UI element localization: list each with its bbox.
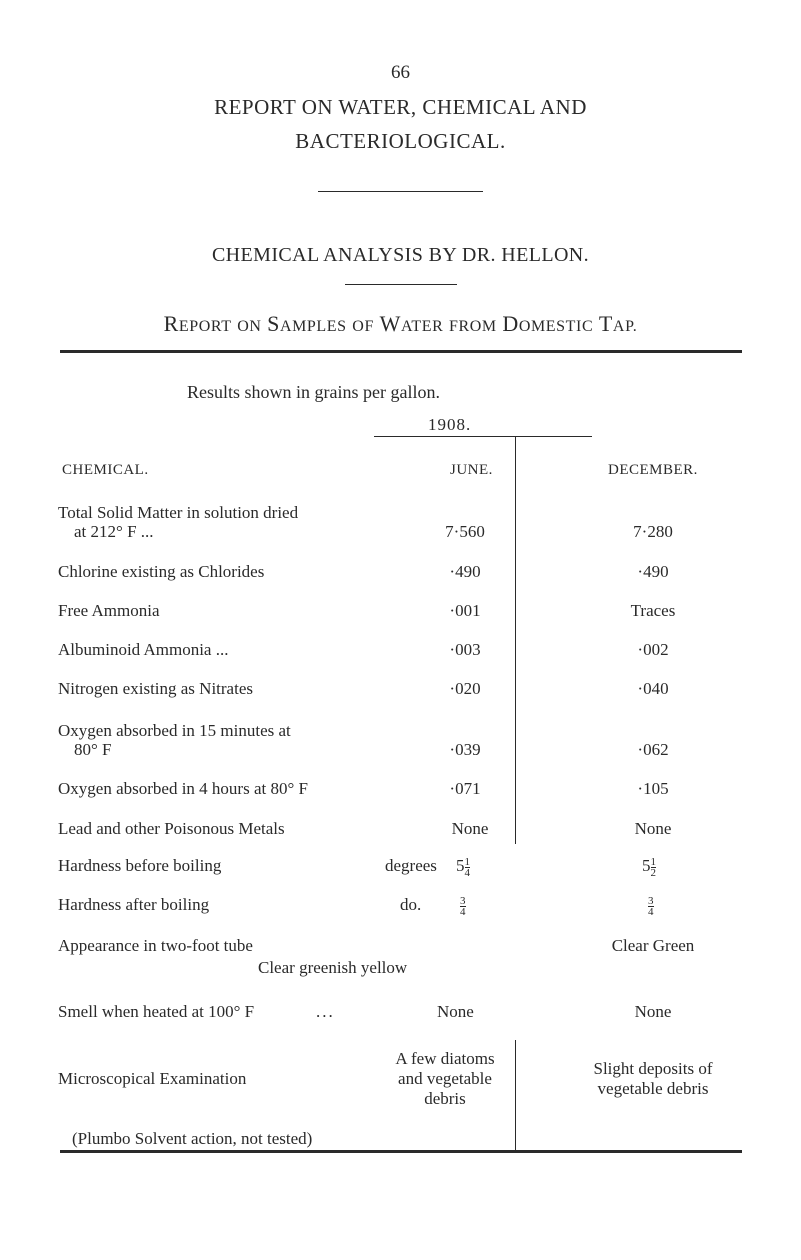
row-hardness-before-label: Hardness before boiling <box>58 856 222 875</box>
row-microscopical-june-1: A few diatoms <box>395 1049 495 1068</box>
row-lead-label: Lead and other Poisonous Metals <box>58 819 285 838</box>
row-appearance-june: Clear greenish yellow <box>258 958 408 977</box>
row-hardness-after-june: $\frac{3}{4}$ <box>460 894 466 918</box>
row-appearance-label: Appearance in two-foot tube <box>58 936 253 955</box>
page-number: 66 <box>391 62 410 83</box>
row-albuminoid-june: ·003 <box>449 640 481 659</box>
row-oxygen15-december: ·062 <box>637 740 669 759</box>
head-june: JUNE. <box>450 462 493 478</box>
row-smell-december: None <box>634 1002 672 1021</box>
row-chlorine-label: Chlorine existing as Chlorides <box>58 562 265 581</box>
title-line-1: REPORT ON WATER, CHEMICAL AND <box>214 95 587 119</box>
row-nitrogen-june: ·020 <box>449 679 481 698</box>
column-divider-lower <box>515 1040 516 1150</box>
head-chemical: CHEMICAL. <box>62 462 149 478</box>
row-total-solid-december: 7·280 <box>633 522 673 541</box>
row-smell-dots: ... <box>316 1002 335 1021</box>
row-hardness-after-label: Hardness after boiling <box>58 895 210 914</box>
row-oxygen15-june: ·039 <box>449 740 481 759</box>
row-total-solid-june: 7·560 <box>445 522 485 541</box>
row-smell-june: None <box>437 1002 474 1021</box>
row-microscopical-june-2: and vegetable <box>398 1069 492 1088</box>
row-nitrogen-label: Nitrogen existing as Nitrates <box>58 679 253 698</box>
subtitle-divider <box>345 284 457 285</box>
report-heading: REPORT ON SAMPLES OF WATER FROM DOMESTIC TAP. <box>163 311 638 336</box>
row-oxygen15-label-1: Oxygen absorbed in 15 minutes at <box>58 721 291 740</box>
row-hardness-before-december: 5 $\frac{1}{2}$ <box>642 855 656 879</box>
row-oxygen15-label-2: 80° F <box>74 740 112 759</box>
row-hardness-after-december: $\frac{3}{4}$ <box>648 894 654 918</box>
row-oxygen4-label: Oxygen absorbed in 4 hours at 80° F <box>58 779 308 798</box>
row-lead-june: None <box>451 819 489 838</box>
row-microscopical-label: Microscopical Examination <box>58 1069 247 1088</box>
row-hardness-after-unit: do. <box>400 895 422 914</box>
table-bottom-rule <box>60 1150 742 1153</box>
row-oxygen4-december: ·105 <box>637 779 669 798</box>
row-microscopical-december-1: Slight deposits of <box>593 1059 713 1078</box>
title-divider <box>318 191 483 192</box>
results-note: Results shown in grains per gallon. <box>187 382 440 402</box>
table-top-rule <box>60 350 742 353</box>
subtitle: CHEMICAL ANALYSIS BY DR. HELLON. <box>211 244 590 266</box>
row-microscopical-june-3: debris <box>424 1089 466 1108</box>
row-total-solid-label-1: Total Solid Matter in solution dried <box>58 503 299 522</box>
row-hardness-before-june: 5 $\frac{1}{4}$ <box>456 855 470 879</box>
title-line-2: BACTERIOLOGICAL. <box>295 129 506 153</box>
row-albuminoid-december: ·002 <box>637 640 669 659</box>
head-december: DECEMBER. <box>608 462 698 478</box>
row-albuminoid-label: Albuminoid Ammonia ... <box>58 640 229 659</box>
row-free-ammonia-june: ·001 <box>449 601 481 620</box>
column-divider <box>515 437 516 844</box>
plumbo-note: (Plumbo Solvent action, not tested) <box>72 1129 313 1148</box>
row-free-ammonia-december: Traces <box>630 601 676 620</box>
year-rule <box>374 436 592 437</box>
row-lead-december: None <box>634 819 672 838</box>
row-nitrogen-december: ·040 <box>637 679 669 698</box>
year-heading: 1908. <box>428 415 472 434</box>
row-chlorine-june: ·490 <box>449 562 481 581</box>
row-microscopical-december-2: vegetable debris <box>597 1079 709 1098</box>
row-appearance-december: Clear Green <box>611 936 695 955</box>
row-smell-label: Smell when heated at 100° F <box>58 1002 255 1021</box>
row-free-ammonia-label: Free Ammonia <box>58 601 160 620</box>
row-oxygen4-june: ·071 <box>449 779 481 798</box>
row-hardness-before-unit: degrees <box>385 856 437 875</box>
row-total-solid-label-2: at 212° F ... <box>74 522 154 541</box>
row-chlorine-december: ·490 <box>637 562 669 581</box>
